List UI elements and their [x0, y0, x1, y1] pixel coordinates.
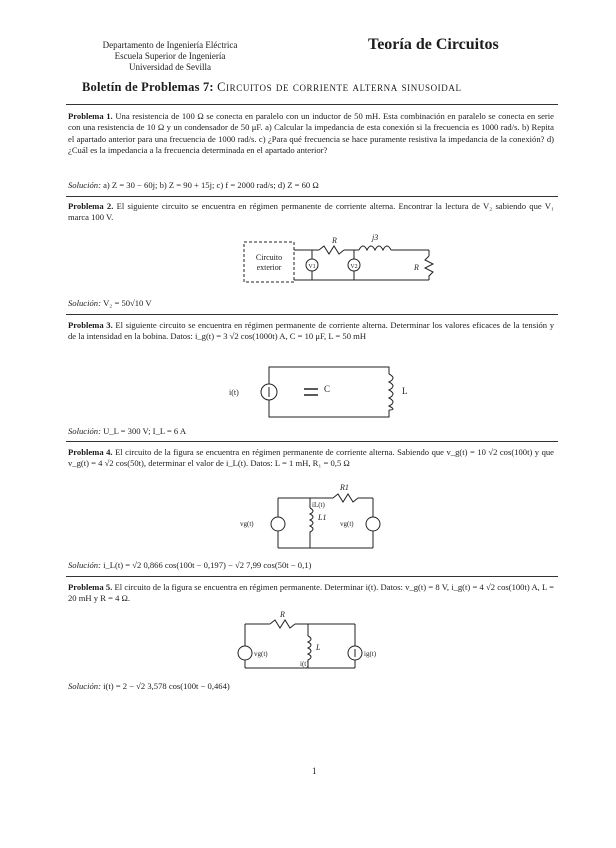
svg-text:R1: R1 [340, 483, 349, 492]
problem-5-label: Problema 5. [68, 582, 113, 592]
problem-1-solution-value: a) Z = 30 − 60j; b) Z = 90 + 15j; c) f = 2000 rad/s; d) Z = 60 Ω [103, 180, 319, 190]
box-label-2: exterior [256, 263, 282, 272]
circuit-4 [238, 478, 398, 554]
problem-2 [68, 201, 554, 224]
circuit-5 [240, 610, 377, 674]
problem-4 [68, 447, 554, 470]
bulletin-title-main: Boletín de Problemas 7: [82, 80, 214, 94]
solution-label: Solución: [68, 426, 101, 436]
svg-text:i(t): i(t) [229, 388, 239, 397]
resistor-r [270, 620, 295, 628]
svg-text:vg(t): vg(t) [240, 520, 254, 528]
svg-text:R: R [280, 610, 285, 619]
problem-4-label: Problema 4. [68, 447, 113, 457]
circuit-2 [244, 232, 454, 292]
problem-5 [68, 582, 554, 605]
problem-2-label: Problema 2. [68, 201, 114, 211]
problem-5-solution [68, 681, 230, 691]
svg-text:V1: V1 [308, 264, 316, 270]
circuit-3 [224, 362, 408, 422]
divider [66, 196, 558, 197]
problem-1-label: Problema 1. [68, 111, 113, 121]
resistor-r2 [425, 256, 433, 280]
problem-3 [68, 320, 554, 343]
svg-text:L1: L1 [318, 513, 327, 522]
bulletin-title-sub: Circuitos de corriente alterna sinusoidal [217, 80, 462, 94]
external-circuit-box [244, 242, 294, 282]
solution-label: Solución: [68, 180, 101, 190]
svg-text:L: L [316, 643, 321, 652]
dept-line-3: Universidad de Sevilla [129, 62, 211, 72]
svg-text:R: R [414, 263, 419, 272]
svg-text:L: L [402, 386, 408, 396]
inductor-l1 [310, 508, 313, 548]
svg-text:vg(t): vg(t) [340, 520, 354, 528]
divider [66, 441, 558, 442]
problem-5-text: El circuito de la figura se encuentra en régimen permanente. Determinar i(t). Datos: v_g(t) = 8 V, i_g(t) = 4 √2 cos(100t) A, L = 20 mH y R = 4 Ω. [68, 582, 554, 604]
svg-text:iL(t): iL(t) [312, 501, 325, 509]
svg-text:vg(t): vg(t) [254, 650, 268, 658]
divider [66, 576, 558, 577]
solution-label: Solución: [68, 560, 101, 570]
svg-text:i(t): i(t) [300, 660, 309, 668]
svg-text:ig(t): ig(t) [364, 650, 377, 658]
svg-text:C: C [324, 384, 331, 394]
solution-label: Solución: [68, 298, 101, 308]
dept-line-1: Departamento de Ingeniería Eléctrica [102, 40, 238, 50]
inductor-j3 [359, 246, 391, 250]
department-header [95, 40, 245, 73]
problem-3-solution [68, 426, 186, 436]
problem-2-text: El siguiente circuito se encuentra en régimen permanente de corriente alterna. Encontrar la lectura de V₂ sabiendo que V₁ marca 100 V. [68, 201, 554, 223]
svg-text:R: R [332, 236, 337, 245]
divider [66, 314, 558, 315]
resistor-r1 [333, 494, 358, 502]
dept-line-2: Escuela Superior de Ingeniería [114, 51, 226, 61]
page-number: 1 [312, 766, 317, 776]
problem-2-solution [68, 298, 152, 308]
problem-4-solution [68, 560, 311, 570]
problem-3-label: Problema 3. [68, 320, 113, 330]
problem-5-solution-value: i(t) = 2 − √2 3,578 cos(100t − 0,464) [103, 681, 230, 691]
solution-label: Solución: [68, 681, 101, 691]
problem-1 [68, 111, 554, 157]
problem-4-text: El circuito de la figura se encuentra en régimen permanente de corriente alterna. Sabiendo que v_g(t) = 10 √2 cos(100t) y que v_g(t) = 4 √2 cos(50t), determinar el valor de i_L(t). Datos: L = 1 mH, R₁ = 0,5 Ω [68, 447, 554, 469]
problem-4-solution-value: i_L(t) = √2 0,866 cos(100t − 0,197) − √2 7,99 cos(50t − 0,1) [103, 560, 312, 570]
voltage-source-right [366, 517, 380, 531]
problem-1-text: Una resistencia de 100 Ω se conecta en paralelo con un inductor de 50 mH. Esta combinación en paralelo se conecta en serie con una resistencia de 10 Ω y un condensador de 50 μF. a) Calcular la impedancia de esta conexión si la frecuencia es 1000 rad/s. b) Repita el apartado anterior para una frecuencia de 1000 rad/s. c) ¿Para qué frecuencia se hace puramente resistiva la impedancia de la conexión? d) ¿Cuál es la impedancia a la frecuencia determinada en el apartado anterior? [68, 111, 554, 156]
svg-text:V2: V2 [350, 264, 358, 270]
problem-3-solution-value: U_L = 300 V; I_L = 6 A [103, 426, 187, 436]
problem-3-text: El siguiente circuito se encuentra en régimen permanente de corriente alterna. Determinar los valores eficaces de la tensión y de la intensidad en la bobina. Datos: i_g(t) = 3 √2 cos(1000t) A, C = 10 μF, L = 50 mH [68, 320, 554, 342]
resistor-r [319, 246, 344, 254]
svg-text:j3: j3 [372, 233, 379, 242]
bulletin-title [82, 80, 462, 95]
voltage-source-left [271, 517, 285, 531]
problem-2-solution-value: V₂ = 50√10 V [103, 298, 152, 308]
course-title: Teoría de Circuitos [368, 36, 499, 53]
problem-1-solution [68, 180, 319, 190]
voltage-source [238, 646, 252, 660]
divider [66, 104, 558, 105]
box-label-1: Circuito [255, 253, 283, 262]
